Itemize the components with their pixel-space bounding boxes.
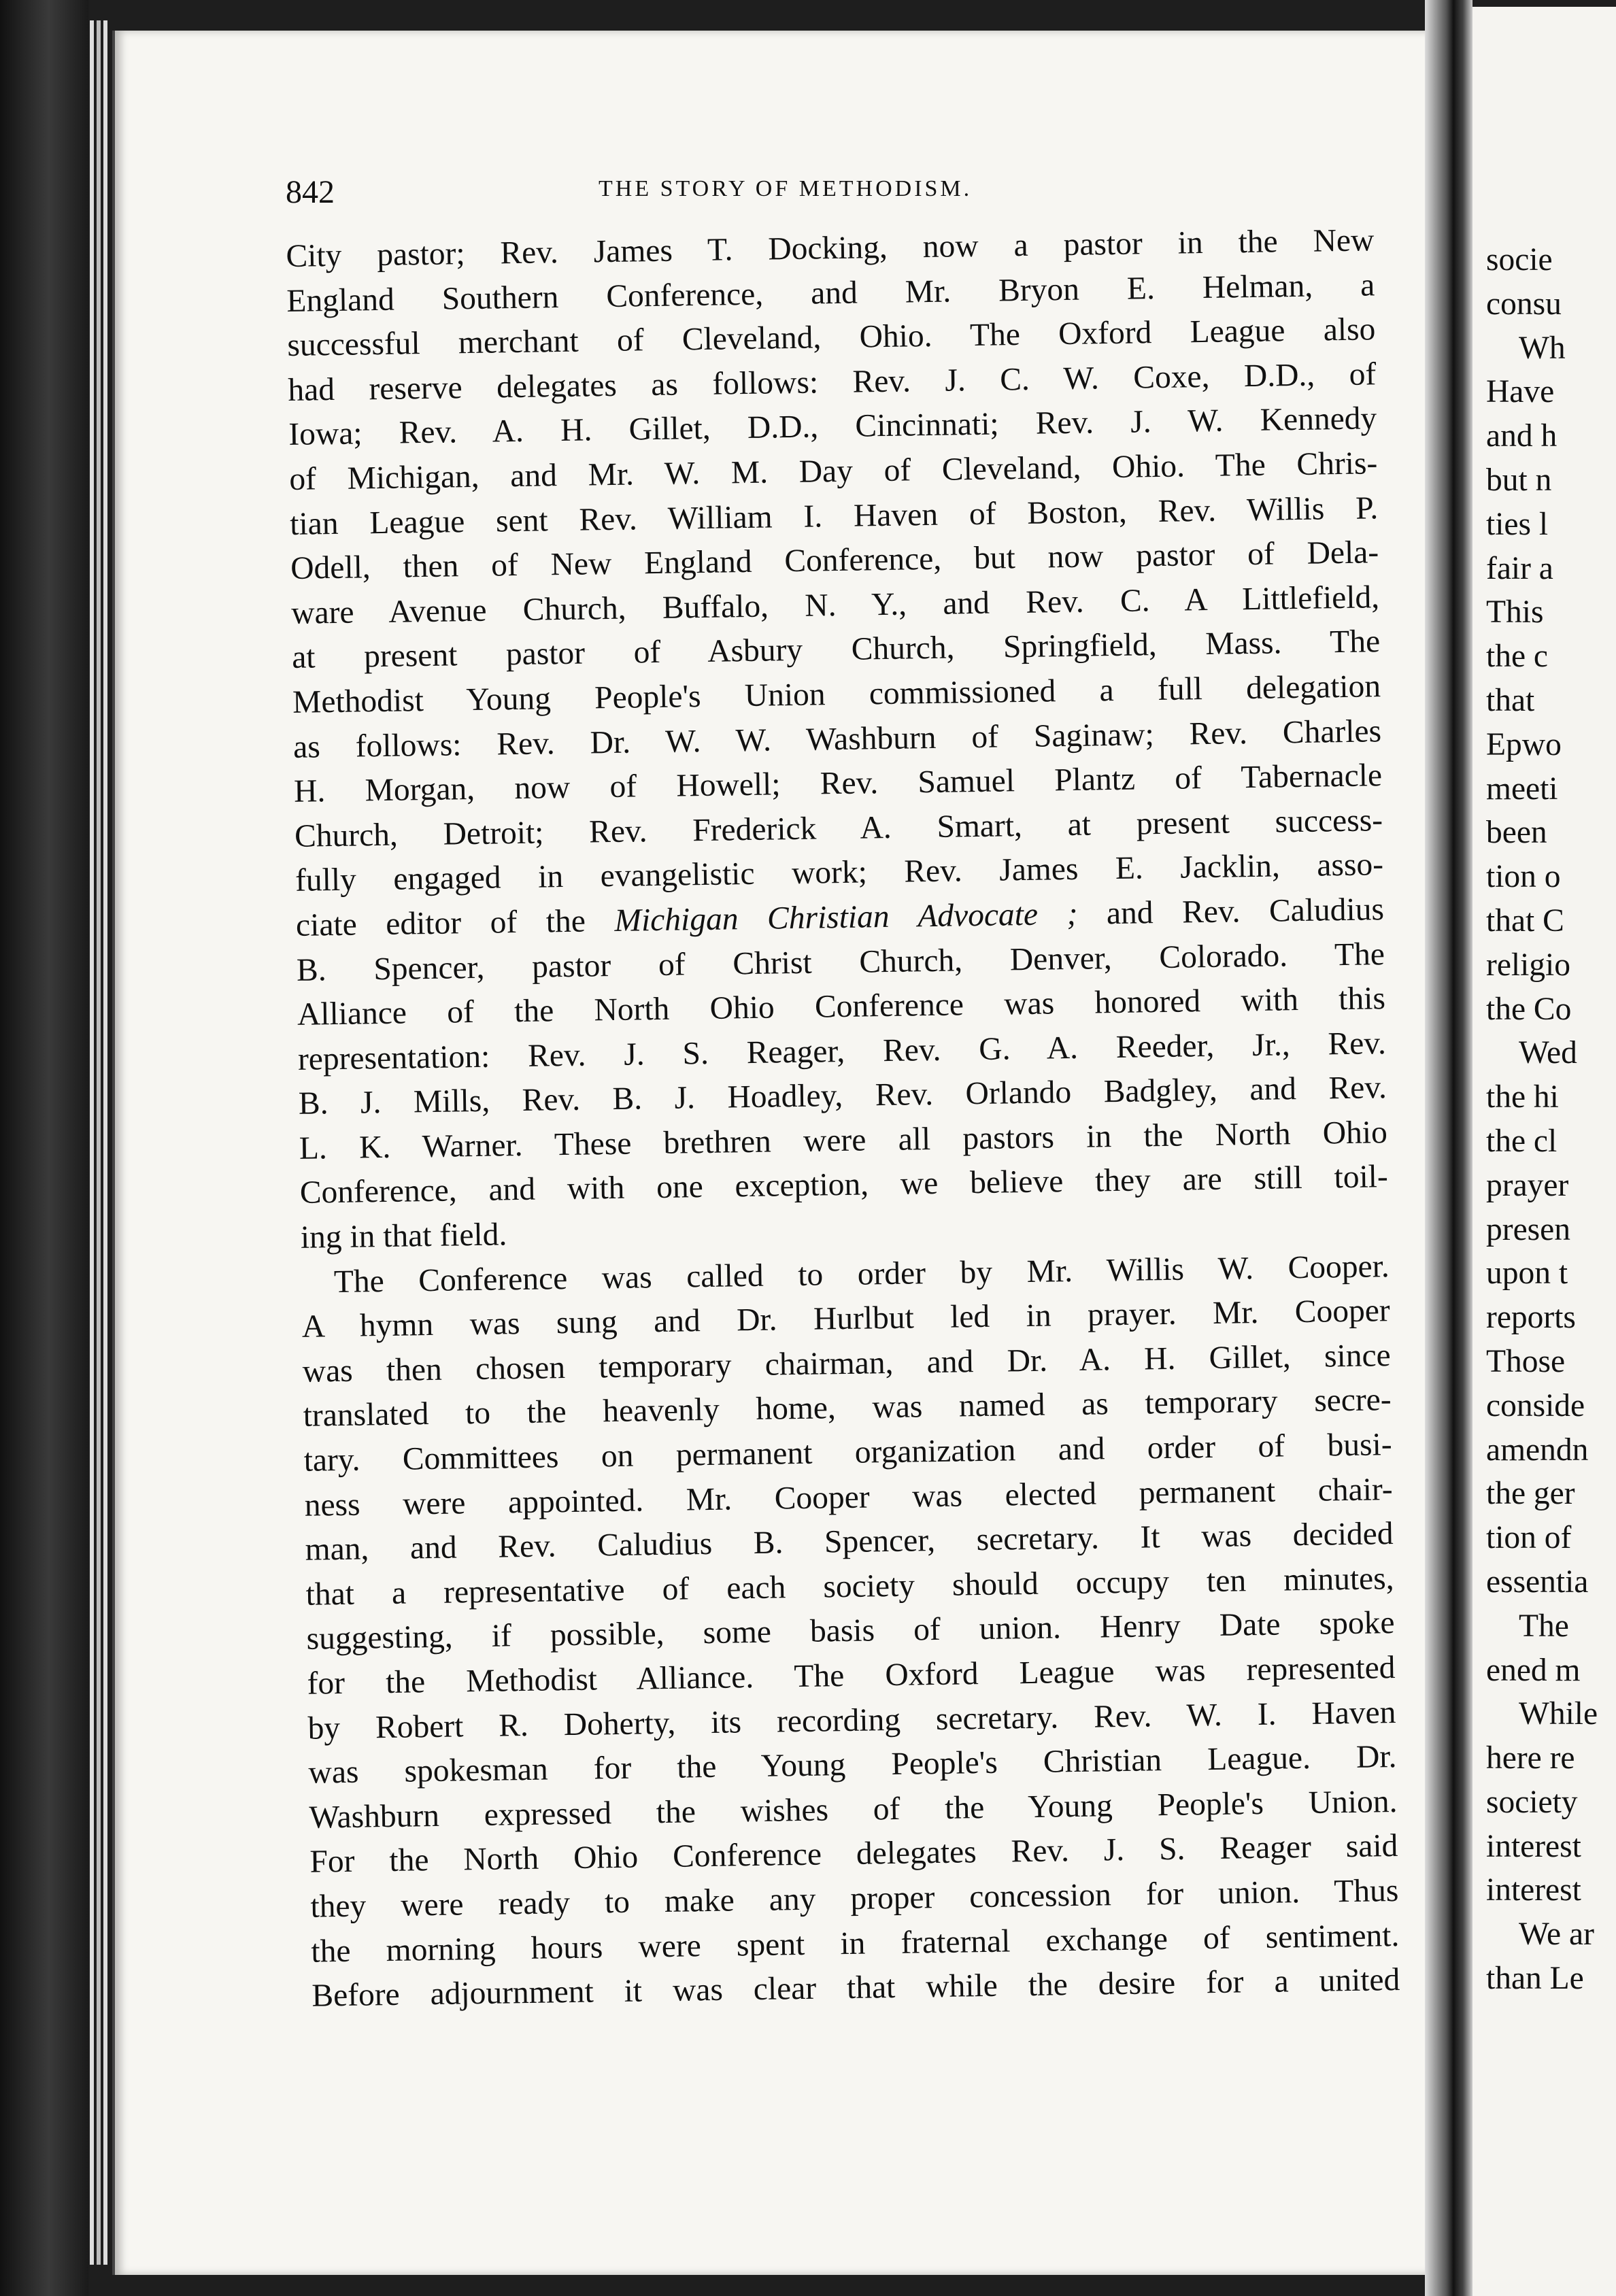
text-line: ness were appointed. Mr. Cooper was elected permanent chair-	[304, 1471, 1393, 1523]
right-page-line: the Co	[1486, 991, 1572, 1027]
book-gutter	[1425, 0, 1472, 2296]
text-line: of Michigan, and Mr. W. M. Day of Cleveland, Ohio. The Chris-	[288, 445, 1378, 497]
right-page-line: and h	[1486, 418, 1558, 454]
right-page-line: Those	[1486, 1343, 1566, 1379]
text-line: B. J. Mills, Rev. B. J. Hoadley, Rev. Orlando Badgley, and Rev.	[298, 1070, 1387, 1122]
text-line: tian League sent Rev. William I. Haven of Boston, Rev. Willis P.	[289, 490, 1379, 542]
text-line: by Robert R. Doherty, its recording secretary. Rev. W. I. Haven	[307, 1694, 1396, 1746]
text-line: at present pastor of Asbury Church, Springfield, Mass. The	[291, 624, 1381, 676]
text-line: was spokesman for the Young People's Christian League. Dr.	[308, 1739, 1397, 1791]
text-line: that a representative of each society should occupy ten minutes,	[305, 1560, 1394, 1613]
right-page-line: Wh	[1519, 330, 1566, 366]
page-edge	[103, 20, 107, 2265]
right-page-line: ened m	[1486, 1652, 1581, 1688]
right-page-line: Wed	[1519, 1035, 1577, 1071]
text-line: ing in that field.	[300, 1217, 507, 1255]
right-page-line: but n	[1486, 462, 1552, 498]
italic-title: Michigan Christian Advocate ;	[614, 896, 1078, 939]
page-edge	[97, 20, 101, 2265]
text-line: tary. Committees on permanent organization and order of busi-	[303, 1427, 1392, 1479]
right-page-line: presen	[1486, 1211, 1570, 1247]
text-line: Iowa; Rev. A. H. Gillet, D.D., Cincinnati; Rev. J. W. Kennedy	[288, 401, 1377, 453]
text-line: fully engaged in evangelistic work; Rev. James E. Jacklin, asso-	[294, 847, 1384, 899]
right-page-line: We ar	[1519, 1917, 1594, 1953]
text-line: Conference, and with one exception, we believe they are still toil-	[299, 1159, 1389, 1211]
right-page-line: meeti	[1486, 771, 1558, 807]
text-line: they were ready to make any proper concession for union. Thus	[310, 1872, 1399, 1925]
text-line: B. Spencer, pastor of Christ Church, Denver, Colorado. The	[296, 936, 1385, 988]
text-line: For the North Ohio Conference delegates Rev. J. S. Reager said	[309, 1828, 1398, 1880]
text-line: ware Avenue Church, Buffalo, N. Y., and Rev. C. A Littlefield,	[290, 579, 1380, 631]
text-line: H. Morgan, now of Howell; Rev. Samuel Plantz of Tabernacle	[293, 758, 1383, 810]
right-page-line: Have	[1486, 374, 1555, 410]
text-line: Church, Detroit; Rev. Frederick A. Smart, at present success-	[294, 802, 1383, 854]
right-page-line: Epwo	[1486, 726, 1562, 762]
right-page-line: fair a	[1486, 550, 1553, 586]
right-page-line: society	[1486, 1784, 1578, 1820]
text-line: City pastor; Rev. James T. Docking, now a pastor in the New	[286, 222, 1375, 274]
right-page-line: amendn	[1486, 1432, 1589, 1468]
text-line: Before adjournment it was clear that while the desire for a united	[312, 1962, 1400, 2014]
right-page-line: ties l	[1486, 506, 1549, 542]
right-page-line: upon t	[1486, 1255, 1568, 1292]
right-page-line: tion of	[1486, 1520, 1572, 1556]
text-line: man, and Rev. Caludius B. Spencer, secretary. It was decided	[305, 1516, 1394, 1568]
text-segment: and Rev. Caludius	[1077, 892, 1385, 932]
page-edge	[90, 20, 94, 2265]
running-title: THE STORY OF METHODISM.	[599, 176, 973, 201]
text-line: Odell, then of New England Conference, but now pastor of Dela-	[290, 535, 1379, 587]
right-page-line: The	[1519, 1608, 1569, 1644]
right-page-line: than Le	[1486, 1961, 1584, 1997]
text-line: the morning hours were spent in fraternal exchange of sentiment.	[311, 1917, 1400, 1970]
body-text	[286, 218, 1400, 2019]
text-line: Washburn expressed the wishes of the Young People's Union.	[309, 1783, 1398, 1836]
text-line: successful merchant of Cleveland, Ohio. The Oxford League also	[287, 311, 1376, 364]
right-page-line: the cl	[1486, 1123, 1558, 1159]
page-number: 842	[286, 174, 335, 210]
text-line: Methodist Young People's Union commissioned a full delegation	[292, 669, 1381, 720]
text-line: translated to the heavenly home, was named as temporary secre-	[303, 1382, 1392, 1434]
text-line: Alliance of the North Ohio Conference was honored with this	[297, 981, 1386, 1032]
right-page-line: that	[1486, 682, 1535, 718]
right-page-line: conside	[1486, 1387, 1585, 1423]
right-page-line: that C	[1486, 902, 1564, 939]
right-page-line: While	[1519, 1696, 1598, 1732]
right-page-line: reports	[1486, 1300, 1576, 1336]
text-segment: ciate editor of the	[295, 902, 615, 943]
right-page-line: interest	[1486, 1872, 1581, 1908]
text-line: representation: Rev. J. S. Reager, Rev. G. A. Reeder, Jr., Rev.	[297, 1025, 1387, 1077]
right-page-line: the hi	[1486, 1079, 1559, 1115]
page-header	[286, 173, 1374, 214]
right-page-line: socie	[1486, 242, 1553, 277]
right-page-line: tion o	[1486, 859, 1561, 895]
right-page-line: the c	[1486, 639, 1548, 675]
text-line: as follows: Rev. Dr. W. W. Washburn of Saginaw; Rev. Charles	[292, 713, 1382, 765]
right-page-text	[1486, 238, 1616, 2001]
text-line: The Conference was called to order by Mr. Willis W. Cooper.	[333, 1248, 1390, 1300]
right-page-line: the ger	[1486, 1476, 1575, 1512]
text-line: L. K. Warner. These brethren were all pastors in the North Ohio	[299, 1114, 1388, 1166]
right-page	[1472, 7, 1616, 2296]
text-line: was then chosen temporary chairman, and Dr. A. H. Gillet, since	[302, 1337, 1392, 1389]
right-page-line: here re	[1486, 1740, 1575, 1776]
text-line: had reserve delegates as follows: Rev. J. C. W. Coxe, D.D., of	[288, 356, 1377, 408]
right-page-line: essentia	[1486, 1564, 1589, 1600]
right-page-line: consu	[1486, 286, 1562, 322]
book-binding	[0, 0, 88, 2296]
right-page-line: been	[1486, 815, 1547, 851]
text-line: A hymn was sung and Dr. Hurlbut led in prayer. Mr. Cooper	[301, 1293, 1391, 1345]
text-line: for the Methodist Alliance. The Oxford League was represented	[307, 1650, 1396, 1702]
right-page-line: interest	[1486, 1828, 1581, 1864]
right-page-line: religio	[1486, 947, 1570, 983]
right-page-line: This	[1486, 594, 1544, 630]
right-page-line: prayer	[1486, 1167, 1569, 1203]
text-line: England Southern Conference, and Mr. Bryon E. Helman, a	[286, 267, 1375, 319]
text-line: suggesting, if possible, some basis of union. Henry Date spoke	[306, 1605, 1395, 1657]
